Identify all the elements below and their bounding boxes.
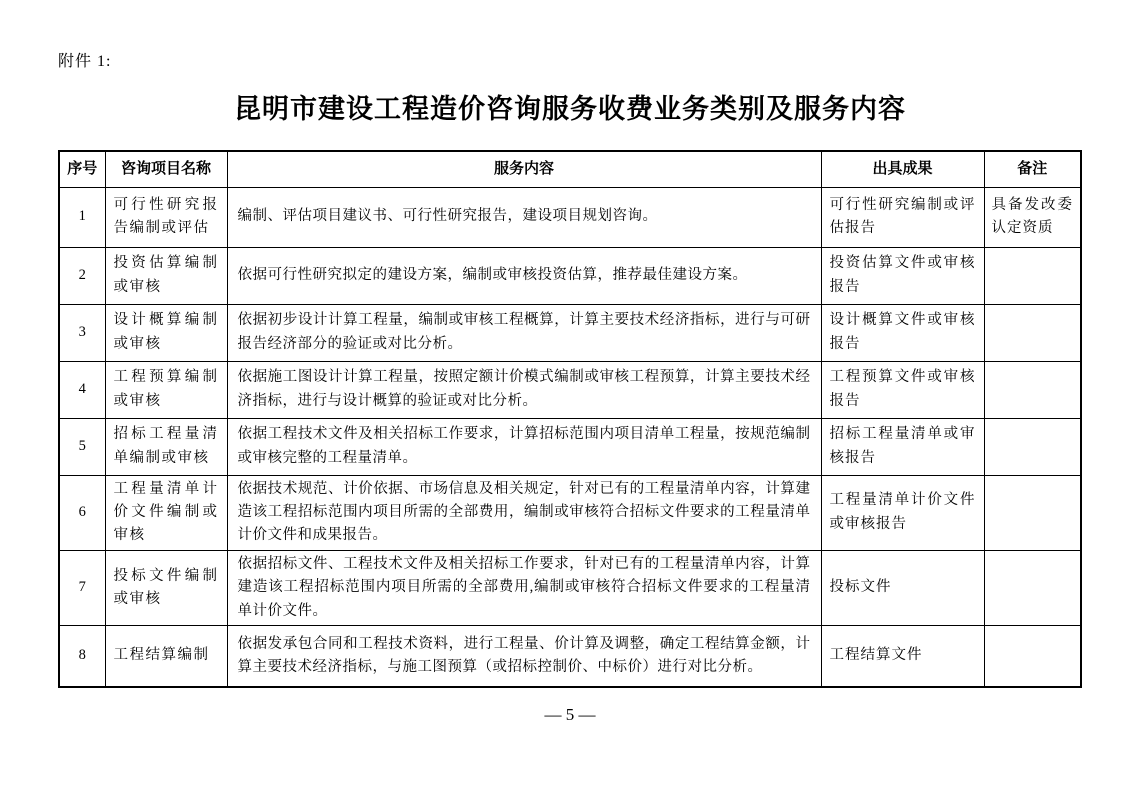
row-no-cell: 2 bbox=[59, 247, 105, 304]
result-cell: 投资估算文件或审核报告 bbox=[821, 247, 984, 304]
project-name-cell: 设计概算编制或审核 bbox=[105, 304, 227, 361]
row-no-cell: 8 bbox=[59, 626, 105, 687]
result-cell: 投标文件 bbox=[821, 550, 984, 625]
remark-cell bbox=[984, 361, 1081, 418]
remark-cell: 具备发改委认定资质 bbox=[984, 187, 1081, 247]
table-row bbox=[59, 418, 1081, 475]
table-row bbox=[59, 304, 1081, 361]
header-service-content: 服务内容 bbox=[227, 151, 821, 187]
table-header-row bbox=[59, 151, 1081, 187]
service-content-cell: 依据技术规范、计价依据、市场信息及相关规定，针对已有的工程量清单内容，计算建造该工程招标范围内项目所需的全部费用，编制或审核符合招标文件要求的工程量清单计价文件和成果报告。 bbox=[227, 475, 821, 550]
row-no-cell: 5 bbox=[59, 418, 105, 475]
table-row bbox=[59, 187, 1081, 247]
result-cell: 工程结算文件 bbox=[821, 626, 984, 687]
row-no-cell: 1 bbox=[59, 187, 105, 247]
service-content-cell: 依据施工图设计计算工程量，按照定额计价模式编制或审核工程预算，计算主要技术经济指标，进行与设计概算的验证或对比分析。 bbox=[227, 361, 821, 418]
remark-cell bbox=[984, 550, 1081, 625]
header-remark: 备注 bbox=[984, 151, 1081, 187]
table-row bbox=[59, 475, 1081, 550]
header-result: 出具成果 bbox=[821, 151, 984, 187]
services-table bbox=[58, 150, 1082, 688]
page-title: 昆明市建设工程造价咨询服务收费业务类别及服务内容 bbox=[234, 94, 906, 124]
header-project-name: 咨询项目名称 bbox=[105, 151, 227, 187]
project-name-cell: 投资估算编制或审核 bbox=[105, 247, 227, 304]
remark-cell bbox=[984, 304, 1081, 361]
service-content-cell: 依据工程技术文件及相关招标工作要求，计算招标范围内项目清单工程量，按规范编制或审核完整的工程量清单。 bbox=[227, 418, 821, 475]
project-name-cell: 可行性研究报告编制或评估 bbox=[105, 187, 227, 247]
row-no-cell: 6 bbox=[59, 475, 105, 550]
project-name-cell: 工程量清单计价文件编制或审核 bbox=[105, 475, 227, 550]
result-cell: 工程量清单计价文件或审核报告 bbox=[821, 475, 984, 550]
project-name-cell: 投标文件编制或审核 bbox=[105, 550, 227, 625]
result-cell: 工程预算文件或审核报告 bbox=[821, 361, 984, 418]
attachment-label: 附件 1: bbox=[58, 53, 112, 70]
result-cell: 招标工程量清单或审核报告 bbox=[821, 418, 984, 475]
page-number: — 5 — bbox=[544, 704, 596, 724]
service-content-cell: 编制、评估项目建议书、可行性研究报告，建设项目规划咨询。 bbox=[227, 187, 821, 247]
result-cell: 可行性研究编制或评估报告 bbox=[821, 187, 984, 247]
row-no-cell: 3 bbox=[59, 304, 105, 361]
service-content-cell: 依据招标文件、工程技术文件及相关招标工作要求，针对已有的工程量清单内容，计算建造该工程招标范围内项目所需的全部费用,编制或审核符合招标文件要求的工程量清单计价文件。 bbox=[227, 550, 821, 625]
result-cell: 设计概算文件或审核报告 bbox=[821, 304, 984, 361]
table-row bbox=[59, 550, 1081, 625]
service-content-cell: 依据可行性研究拟定的建设方案，编制或审核投资估算，推荐最佳建设方案。 bbox=[227, 247, 821, 304]
remark-cell bbox=[984, 418, 1081, 475]
row-no-cell: 4 bbox=[59, 361, 105, 418]
remark-cell bbox=[984, 626, 1081, 687]
table-row bbox=[59, 247, 1081, 304]
service-content-cell: 依据发承包合同和工程技术资料，进行工程量、价计算及调整，确定工程结算金额，计算主要技术经济指标，与施工图预算（或招标控制价、中标价）进行对比分析。 bbox=[227, 626, 821, 687]
table-row bbox=[59, 626, 1081, 687]
project-name-cell: 工程预算编制或审核 bbox=[105, 361, 227, 418]
remark-cell bbox=[984, 247, 1081, 304]
header-no: 序号 bbox=[59, 151, 105, 187]
service-content-cell: 依据初步设计计算工程量，编制或审核工程概算，计算主要技术经济指标，进行与可研报告经济部分的验证或对比分析。 bbox=[227, 304, 821, 361]
project-name-cell: 工程结算编制 bbox=[105, 626, 227, 687]
remark-cell bbox=[984, 475, 1081, 550]
row-no-cell: 7 bbox=[59, 550, 105, 625]
table-row bbox=[59, 361, 1081, 418]
project-name-cell: 招标工程量清单编制或审核 bbox=[105, 418, 227, 475]
